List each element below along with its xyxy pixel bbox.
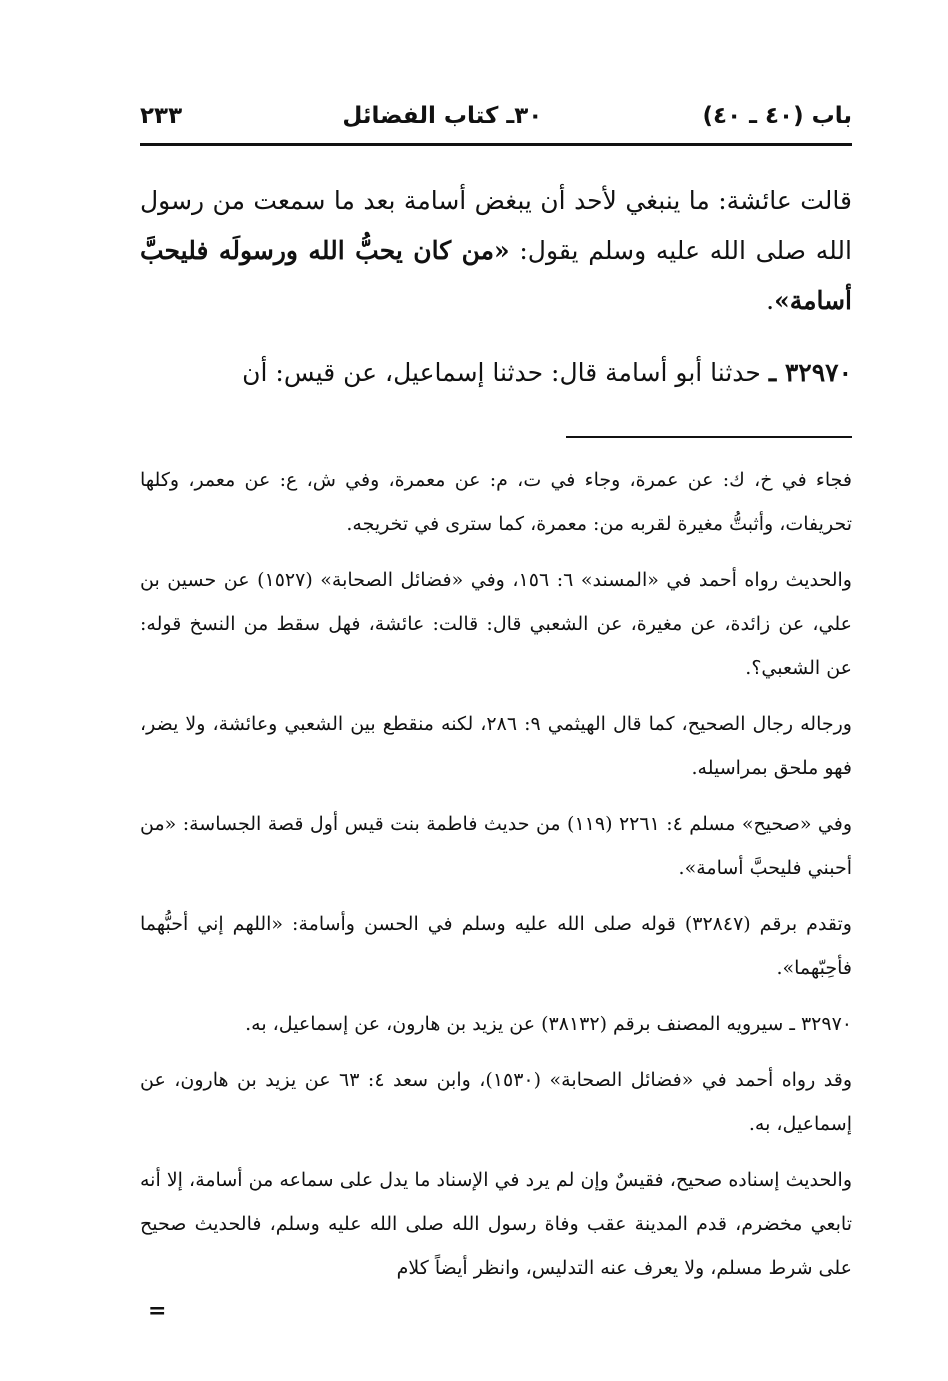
book-page: [140, 0, 852, 1381]
header-rule: [140, 143, 852, 146]
continuation-mark: =: [148, 1298, 167, 1324]
footnote-paragraph: فجاء في خ، ك: عن عمرة، وجاء في ت، م: عن معمرة، وفي ش، ع: عن معمر، وكلها تحريفات، وأثبتُّ مغيرة لقربه من: معمرة، كما سترى في تخريجه.: [140, 469, 852, 535]
sentence-end: .: [766, 286, 775, 315]
hadith-entry: [140, 348, 852, 398]
hadith-number: ٣٢٩٧٠ ـ: [768, 358, 852, 387]
page-header: [140, 94, 852, 138]
footnote-paragraph: ورجاله رجال الصحيح، كما قال الهيثمي ٩: ٢٨٦، لكنه منقطع بين الشعبي وعائشة، ولا يضر، فهو ملحق بمراسيله.: [140, 713, 852, 779]
footnote-paragraph: وقد رواه أحمد في «فضائل الصحابة» (١٥٣٠)، وابن سعد ٤: ٦٣ عن يزيد بن هارون، عن إسماعيل، به.: [140, 1069, 852, 1135]
main-text: [140, 176, 852, 398]
footnote-separator: [566, 436, 852, 438]
narration-text: قالت عائشة: ما ينبغي لأحد أن يبغض أسامة بعد ما سمعت من رسول الله صلى الله عليه وسلم يقول:: [140, 186, 852, 265]
footnote-paragraph: ٣٢٩٧٠ ـ سيرويه المصنف برقم (٣٨١٣٢) عن يزيد بن هارون، عن إسماعيل، به.: [245, 1013, 852, 1035]
footnote-paragraph: وفي «صحيح» مسلم ٤: ٢٢٦١ (١١٩) من حديث فاطمة بنت قيس أول قصة الجساسة: «من أحبني فليحبَّ أسامة».: [140, 813, 852, 879]
footnote-paragraph: والحديث رواه أحمد في «المسند» ٦: ١٥٦، وفي «فضائل الصحابة» (١٥٢٧) عن حسين بن علي، عن زائدة، عن مغيرة، عن الشعبي قال: قالت: عائشة، فهل سقط من النسخ قوله: عن الشعبي؟.: [140, 569, 852, 679]
footnote-paragraph: والحديث إسناده صحيح، فقيسٌ وإن لم يرد في الإسناد ما يدل على سماعه من أسامة، إلا أنه تابعي مخضرم، قدم المدينة عقب وفاة رسول الله صلى الله عليه وسلم، فالحديث صحيح على شرط مسلم، ولا يعرف عنه التدليس، وانظر أيضاً كلام: [140, 1169, 852, 1279]
chapter-reference: باب (٤٠ ـ ٤٠): [702, 103, 852, 129]
footnote-paragraph: وتقدم برقم (٣٢٨٤٧) قوله صلى الله عليه وسلم في الحسن وأسامة: «اللهم إني أحبُّهما فأحِبّهما».: [140, 913, 852, 979]
book-title: ٣٠ـ كتاب الفضائل: [342, 103, 543, 129]
page-number: ٢٣٣: [140, 103, 183, 129]
footnotes: [140, 458, 852, 1302]
hadith-quote: «من كان يحبُّ الله ورسولَه فليحبَّ أسامة»: [140, 236, 852, 315]
hadith-chain: حدثنا أبو أسامة قال: حدثنا إسماعيل، عن قيس: أن: [242, 358, 769, 387]
main-paragraph: [140, 176, 852, 326]
